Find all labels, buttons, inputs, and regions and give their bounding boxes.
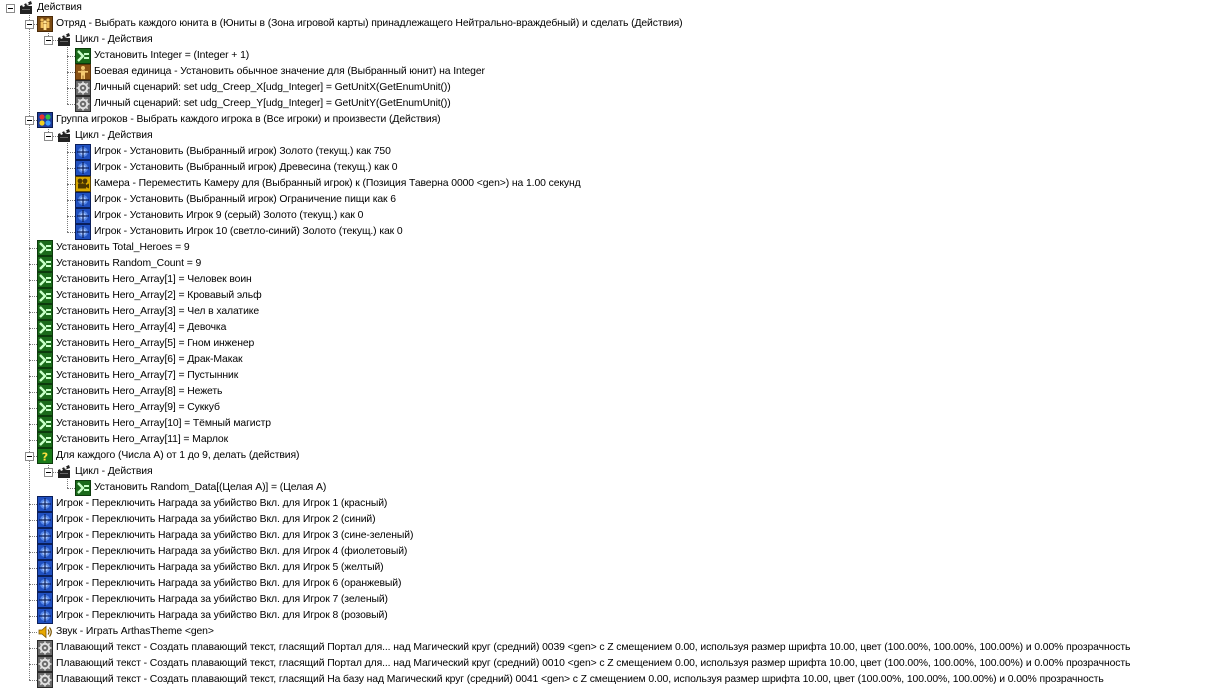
- custom-script-icon: [75, 80, 91, 96]
- tree-node[interactable]: [37, 432, 228, 448]
- tree-node[interactable]: [37, 592, 388, 608]
- tree-node-label: Игрок - Переключить Награда за убийство Вкл. для Игрок 4 (фиолетовый): [56, 546, 408, 557]
- tree-node[interactable]: [37, 672, 1104, 688]
- player-icon: [75, 208, 91, 224]
- tree-node-label: Установить Random_Count = 9: [56, 258, 202, 269]
- tree-node[interactable]: [37, 352, 243, 368]
- set-variable-icon: [37, 240, 53, 256]
- set-variable-icon: [75, 48, 91, 64]
- set-variable-icon: [37, 400, 53, 416]
- player-icon: [37, 576, 53, 592]
- tree-node-label: Игрок - Установить Игрок 10 (светло-синий) Золото (текущ.) как 0: [94, 226, 403, 237]
- for-loop-icon: [37, 448, 53, 464]
- tree-node[interactable]: [37, 288, 262, 304]
- tree-node-label: Установить Hero_Array[7] = Пустынник: [56, 370, 239, 381]
- tree-node[interactable]: [75, 144, 391, 160]
- collapse-toggle[interactable]: [44, 468, 53, 477]
- tree-node[interactable]: [37, 384, 222, 400]
- tree-node-label: Камера - Переместить Камеру для (Выбранный игрок) к (Позиция Таверна 0000 <gen>) на 1.00 секунд: [94, 178, 581, 189]
- set-variable-icon: [37, 352, 53, 368]
- tree-node[interactable]: [75, 96, 451, 112]
- tree-node[interactable]: [37, 368, 238, 384]
- tree-node-label: Плавающий текст - Создать плавающий текст, гласящий На базу над Магический круг (средний) 0041 <gen> с Z смещением 0.00, используя размер шрифта 10.00, цвет (100.00%, 100.00%, 100.00%) и 0.00% прозрачность: [56, 674, 1104, 685]
- tree-node-label: Установить Hero_Array[3] = Чел в халатике: [56, 306, 260, 317]
- tree-node[interactable]: [75, 192, 396, 208]
- tree-node-label: Цикл - Действия: [75, 130, 153, 141]
- set-variable-icon: [37, 416, 53, 432]
- set-variable-icon: [37, 432, 53, 448]
- tree-node-label: Личный сценарий: set udg_Creep_Y[udg_Integer] = GetUnitY(GetEnumUnit()): [94, 98, 451, 109]
- floating-text-icon: [37, 640, 53, 656]
- player-group-icon: [37, 112, 53, 128]
- tree-node-label: Плавающий текст - Создать плавающий текст, гласящий Портал для... над Магический круг (средний) 0039 <gen> с Z смещением 0.00, используя размер шрифта 10.00, цвет (100.00%, 100.00%, 100.00%) и 0.00% прозрачность: [56, 642, 1131, 653]
- tree-node-label: Установить Hero_Array[8] = Нежеть: [56, 386, 223, 397]
- tree-node[interactable]: [37, 528, 413, 544]
- tree-node[interactable]: [75, 176, 581, 192]
- tree-node-label: Цикл - Действия: [75, 466, 153, 477]
- tree-node-label: Плавающий текст - Создать плавающий текст, гласящий Портал для... над Магический круг (средний) 0010 <gen> с Z смещением 0.00, используя размер шрифта 10.00, цвет (100.00%, 100.00%, 100.00%) и 0.00% прозрачность: [56, 658, 1131, 669]
- player-icon: [37, 592, 53, 608]
- tree-node[interactable]: [75, 208, 363, 224]
- player-icon: [75, 192, 91, 208]
- tree-guide-line: [29, 13, 30, 680]
- tree-node-label: Цикл - Действия: [75, 34, 153, 45]
- tree-node-label: Установить Hero_Array[5] = Гном инженер: [56, 338, 255, 349]
- floating-text-icon: [37, 656, 53, 672]
- set-variable-icon: [37, 336, 53, 352]
- tree-node-label: Установить Hero_Array[4] = Девочка: [56, 322, 227, 333]
- tree-node-label: Установить Hero_Array[10] = Тёмный магистр: [56, 418, 271, 429]
- player-icon: [75, 160, 91, 176]
- tree-node[interactable]: [37, 112, 441, 128]
- tree-node[interactable]: [37, 272, 252, 288]
- svg-text:?: ?: [41, 450, 49, 464]
- tree-node-label: Игрок - Переключить Награда за убийство Вкл. для Игрок 1 (красный): [56, 498, 388, 509]
- tree-node[interactable]: [37, 656, 1130, 672]
- unit-icon: [75, 64, 91, 80]
- tree-node-label: Установить Hero_Array[2] = Кровавый эльф: [56, 290, 262, 301]
- collapse-toggle[interactable]: [25, 452, 34, 461]
- set-variable-icon: [37, 320, 53, 336]
- tree-guide-line: [67, 141, 68, 232]
- tree-node[interactable]: [56, 32, 152, 48]
- player-icon: [37, 544, 53, 560]
- tree-node-label: Звук - Играть ArthasTheme <gen>: [56, 626, 214, 637]
- tree-node[interactable]: [37, 496, 387, 512]
- collapse-toggle[interactable]: [25, 116, 34, 125]
- tree-node-label: Установить Hero_Array[6] = Драк-Макак: [56, 354, 243, 365]
- tree-node-label: Действия: [37, 2, 82, 13]
- tree-node[interactable]: [37, 544, 407, 560]
- player-icon: [37, 496, 53, 512]
- tree-node-label: Игрок - Установить (Выбранный игрок) Золото (текущ.) как 750: [94, 146, 391, 157]
- tree-node-label: Боевая единица - Установить обычное значение для (Выбранный юнит) на Integer: [94, 66, 485, 77]
- camera-icon: [75, 176, 91, 192]
- set-variable-icon: [37, 304, 53, 320]
- tree-node-label: Игрок - Переключить Награда за убийство Вкл. для Игрок 7 (зеленый): [56, 594, 388, 605]
- tree-node-label: Игрок - Переключить Награда за убийство Вкл. для Игрок 5 (желтый): [56, 562, 384, 573]
- set-variable-icon: [37, 256, 53, 272]
- player-icon: [75, 224, 91, 240]
- loop-actions-icon: [56, 32, 72, 48]
- tree-node[interactable]: [37, 640, 1130, 656]
- tree-node-label: Игрок - Переключить Награда за убийство Вкл. для Игрок 3 (сине-зеленый): [56, 530, 414, 541]
- collapse-toggle[interactable]: [44, 36, 53, 45]
- tree-node[interactable]: [37, 400, 220, 416]
- set-variable-icon: [37, 384, 53, 400]
- tree-node-label: Установить Random_Data[(Целая A)] = (Целая A): [94, 482, 327, 493]
- actions-icon: [18, 0, 34, 16]
- loop-actions-icon: [56, 464, 72, 480]
- tree-node[interactable]: [75, 480, 326, 496]
- tree-node-label: Для каждого (Числа A) от 1 до 9, делать (действия): [56, 450, 300, 461]
- custom-script-icon: [75, 96, 91, 112]
- tree-node-label: Игрок - Установить (Выбранный игрок) Ограничение пищи как 6: [94, 194, 396, 205]
- tree-node-label: Группа игроков - Выбрать каждого игрока в (Все игроки) и произвести (Действия): [56, 114, 441, 125]
- tree-node[interactable]: [75, 48, 249, 64]
- tree-node-label: Установить Hero_Array[9] = Суккуб: [56, 402, 220, 413]
- tree-node-label: Игрок - Переключить Награда за убийство Вкл. для Игрок 8 (розовый): [56, 610, 388, 621]
- tree-node-label: Личный сценарий: set udg_Creep_X[udg_Integer] = GetUnitX(GetEnumUnit()): [94, 82, 451, 93]
- tree-node-label: Игрок - Переключить Награда за убийство Вкл. для Игрок 2 (синий): [56, 514, 376, 525]
- set-variable-icon: [37, 368, 53, 384]
- tree-node-label: Отряд - Выбрать каждого юнита в (Юниты в (Зона игровой карты) принадлежащего Нейтрально-враждебный) и сделать (Действия): [56, 18, 683, 29]
- tree-node[interactable]: [37, 240, 190, 256]
- tree-node[interactable]: [37, 320, 226, 336]
- tree-node[interactable]: [56, 128, 152, 144]
- unit-group-icon: [37, 16, 53, 32]
- tree-node[interactable]: [37, 336, 254, 352]
- tree-guide-line: [67, 45, 68, 104]
- tree-node[interactable]: [37, 608, 388, 624]
- collapse-toggle[interactable]: [25, 20, 34, 29]
- tree-node-label: Игрок - Переключить Награда за убийство Вкл. для Игрок 6 (оранжевый): [56, 578, 402, 589]
- tree-node[interactable]: [37, 576, 401, 592]
- set-variable-icon: [75, 480, 91, 496]
- tree-node[interactable]: [56, 464, 152, 480]
- collapse-toggle[interactable]: [44, 132, 53, 141]
- tree-node-label: Установить Hero_Array[11] = Марлок: [56, 434, 229, 445]
- tree-node[interactable]: [75, 224, 403, 240]
- tree-node[interactable]: [75, 64, 485, 80]
- tree-node[interactable]: [75, 80, 451, 96]
- tree-node[interactable]: [37, 512, 376, 528]
- tree-node[interactable]: [37, 256, 201, 272]
- tree-node-label: Игрок - Установить Игрок 9 (серый) Золото (текущ.) как 0: [94, 210, 364, 221]
- collapse-toggle[interactable]: [6, 4, 15, 13]
- tree-node[interactable]: [18, 0, 82, 16]
- player-icon: [37, 512, 53, 528]
- player-icon: [37, 560, 53, 576]
- tree-node[interactable]: [37, 560, 384, 576]
- set-variable-icon: [37, 272, 53, 288]
- player-icon: [75, 144, 91, 160]
- tree-node[interactable]: [37, 448, 299, 464]
- tree-node[interactable]: [37, 304, 259, 320]
- tree-node[interactable]: [37, 624, 214, 640]
- set-variable-icon: [37, 288, 53, 304]
- tree-node-label: Установить Hero_Array[1] = Человек воин: [56, 274, 252, 285]
- floating-text-icon: [37, 672, 53, 688]
- loop-actions-icon: [56, 128, 72, 144]
- tree-node[interactable]: [37, 416, 271, 432]
- player-icon: [37, 528, 53, 544]
- player-icon: [37, 608, 53, 624]
- sound-icon: [37, 624, 53, 640]
- tree-node-label: Установить Total_Heroes = 9: [56, 242, 190, 253]
- tree-node[interactable]: [75, 160, 397, 176]
- tree-node-label: Игрок - Установить (Выбранный игрок) Древесина (текущ.) как 0: [94, 162, 398, 173]
- tree-node-label: Установить Integer = (Integer + 1): [94, 50, 250, 61]
- tree-node[interactable]: [37, 16, 683, 32]
